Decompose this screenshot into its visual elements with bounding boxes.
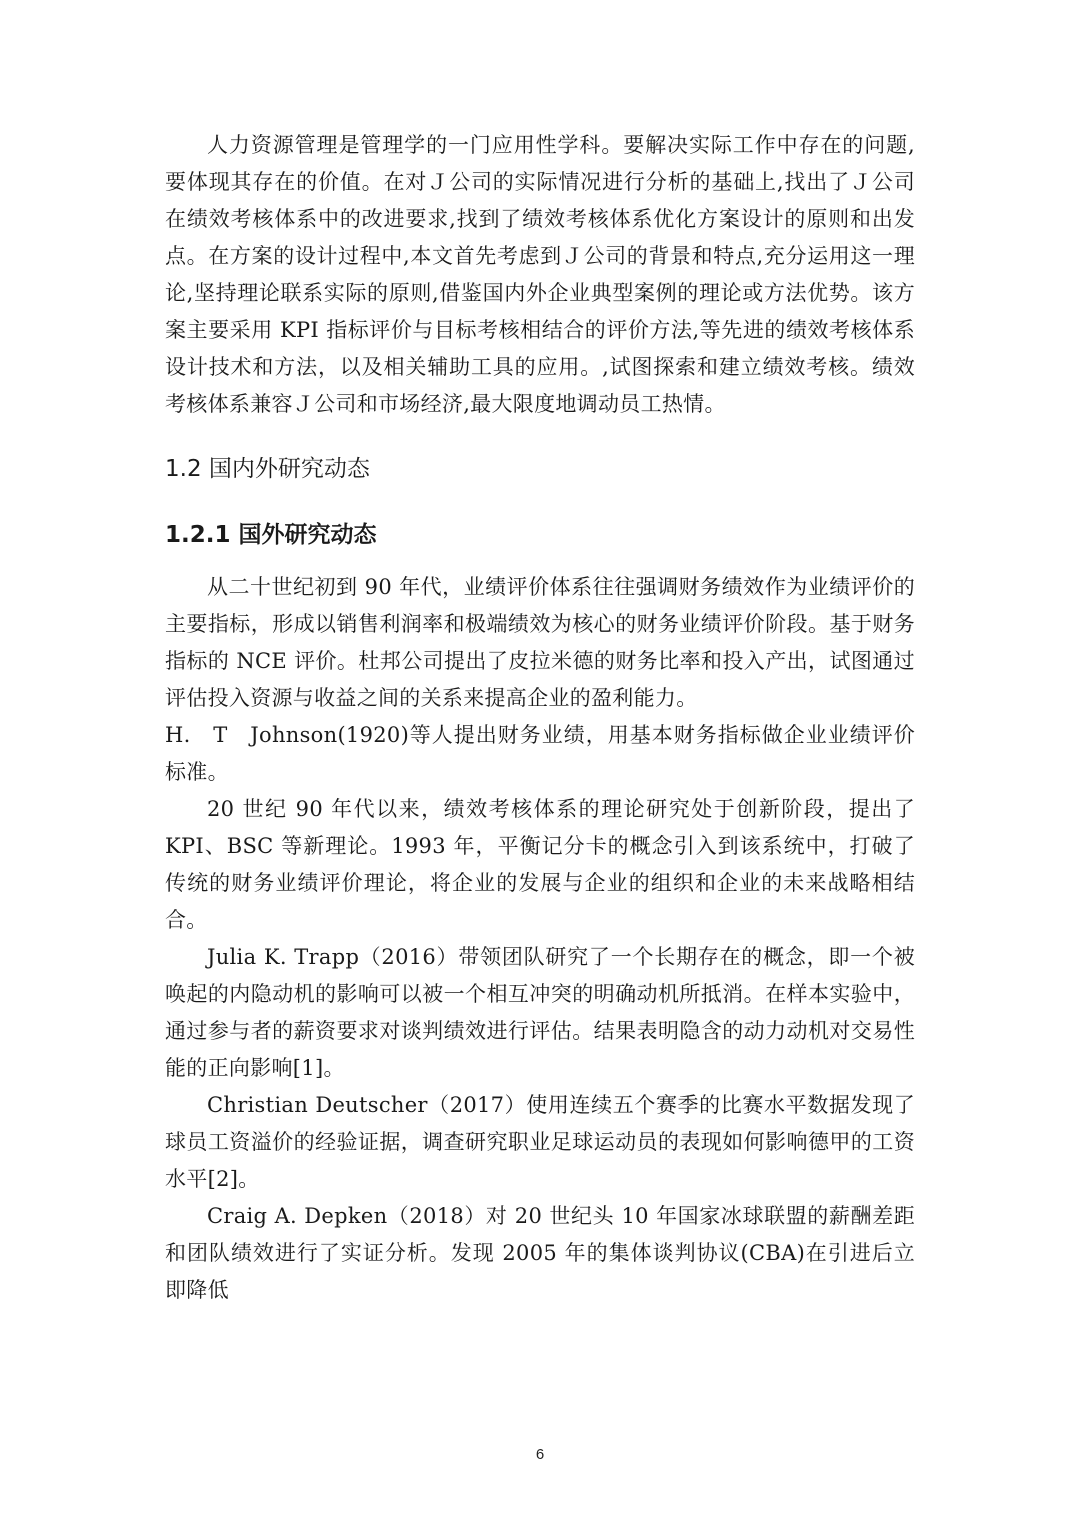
intro-paragraph: 人力资源管理是管理学的一门应用性学科。要解决实际工作中存在的问题,要体现其存在的价值。在对Ｊ公司的实际情况进行分析的基础上,找出了Ｊ公司在绩效考核体系中的改进要求,找到了绩效考核体系优化方案设计的原则和出发点。在方案的设计过程中,本文首先考虑到Ｊ公司的背景和特点,充分运用这一理论,坚持理论联系实际的原则,借鉴国内外企业典型案例的理论或方法优势。该方案主要采用 KPI 指标评价与目标考核相结合的评价方法,等先进的绩效考核体系设计技术和方法，以及相关辅助工具的应用。,试图探索和建立绩效考核。绩效考核体系兼容Ｊ公司和市场经济,最大限度地调动员工热情。 (165, 133, 915, 416)
body-paragraph: Craig A. Depken（2018）对 20 世纪头 10 年国家冰球联盟的薪酬差距和团队绩效进行了实证分析。发现 2005 年的集体谈判协议(CBA)在引进后立即降低 (165, 1204, 915, 1302)
section-heading: 1.2 国内外研究动态 (165, 456, 370, 482)
subsection-heading: 1.2.1 国外研究动态 (165, 522, 377, 548)
body-paragraph: 从二十世纪初到 90 年代，业绩评价体系往往强调财务绩效作为业绩评价的主要指标，形成以销售利润率和极端绩效为核心的财务业绩评价阶段。基于财务指标的 NCE 评价。杜邦公司提出了皮拉米德的财务比率和投入产出，试图通过评估投入资源与收益之间的关系来提高企业的盈利能力。 (165, 575, 915, 710)
page-content (165, 127, 915, 1309)
body-paragraph: 20 世纪 90 年代以来，绩效考核体系的理论研究处于创新阶段，提出了 KPI、BSC 等新理论。1993 年，平衡记分卡的概念引入到该系统中，打破了传统的财务业绩评价理论，将企业的发展与企业的组织和企业的未来战略相结合。 (165, 797, 915, 932)
body-paragraph: H. T Johnson(1920)等人提出财务业绩，用基本财务指标做企业业绩评价标准。 (165, 723, 915, 784)
body-paragraph: Christian Deutscher（2017）使用连续五个赛季的比赛水平数据发现了球员工资溢价的经验证据，调查研究职业足球运动员的表现如何影响德甲的工资水平[2]。 (165, 1093, 915, 1191)
page-number: 6 (535, 1446, 545, 1463)
body-paragraph: Julia K. Trapp（2016）带领团队研究了一个长期存在的概念，即一个被唤起的内隐动机的影响可以被一个相互冲突的明确动机所抵消。在样本实验中，通过参与者的薪资要求对谈判绩效进行评估。结果表明隐含的动力动机对交易性能的正向影响[1]。 (165, 945, 915, 1080)
